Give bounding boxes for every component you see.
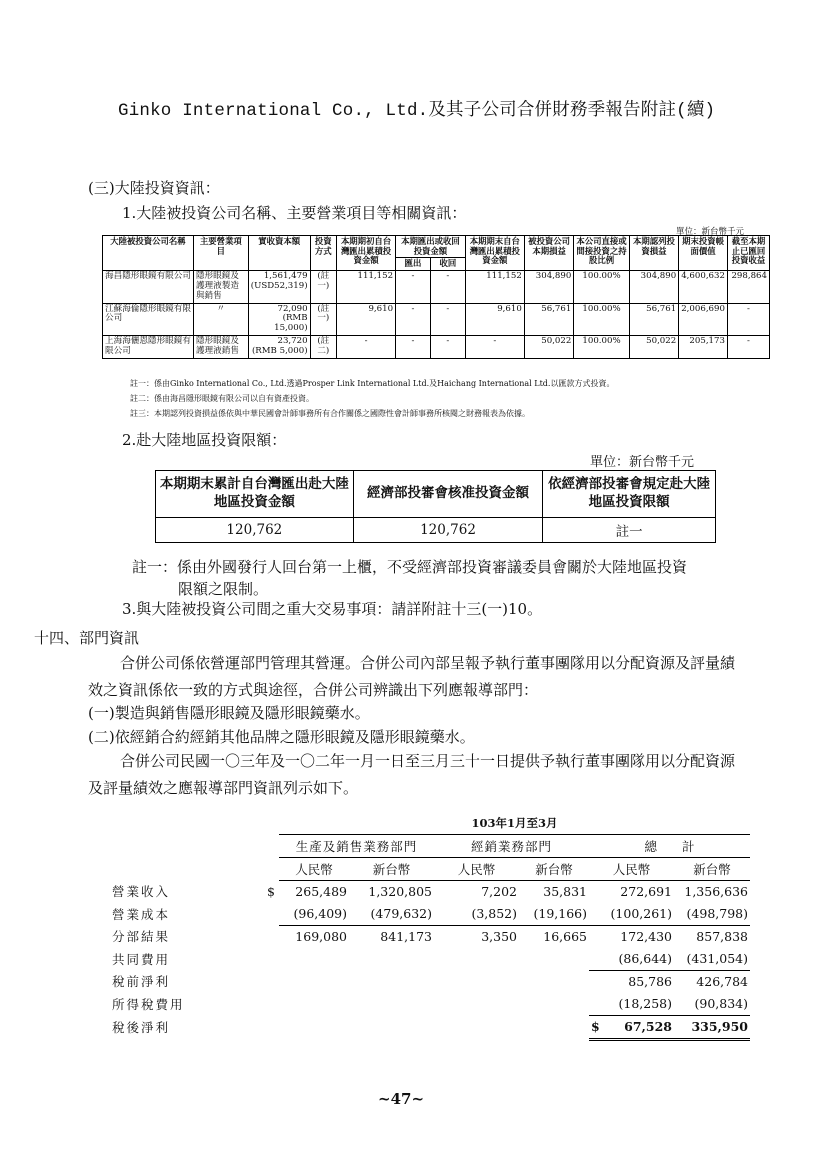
note-3: 註三：本期認列投資損益係依與中華民國會計師事務所有合作關係之國際性會計師事務所核閱之財務報表為依據。: [130, 409, 530, 418]
group-total: 總 計: [589, 834, 750, 857]
cell: 江蘇海倫隱形眼鏡有限公司: [103, 303, 194, 336]
page-header-title: Ginko International Co., Ltd.及其子公司合併財務季報告附註(續): [118, 101, 716, 121]
col-header-carrying-value: 期末投資帳面價值: [679, 236, 728, 271]
cell: 上海海儷恩隱形眼鏡有限公司: [103, 336, 194, 359]
section-heading-china-investment: (三)大陸投資資訊：: [88, 179, 220, 197]
cell: 隱形眼鏡及護理液製造與銷售: [193, 270, 248, 303]
cell: (19,166): [519, 903, 589, 926]
col-header-accumulated: 本期期末累計自台灣匯出赴大陸地區投資金額: [156, 471, 354, 518]
cell: 7,202: [481, 884, 517, 899]
segment-paragraph-2: 合併公司民國一〇三年及一〇二年一月一日至三月三十一日提供予執行董事團隊用以分配資源及評量績效之應報導部門資訊列示如下。: [88, 752, 736, 797]
col-header-ending-outflow: 本期期末自台灣匯出累積投資金額: [465, 236, 524, 271]
cell-value: 67,528: [624, 1019, 672, 1034]
cell: (431,054): [674, 948, 750, 971]
cell: 100.00%: [574, 270, 629, 303]
col-header-method: 投資方式: [310, 236, 336, 271]
cell: 1,356,636: [684, 884, 748, 899]
cell: (96,409): [279, 903, 349, 926]
cell: (498,798): [674, 903, 750, 926]
cell: 272,691: [620, 884, 672, 899]
cell: 100.00%: [574, 303, 629, 336]
currency-rmb: 人民幣: [279, 857, 349, 880]
table-row: [103, 303, 770, 336]
col-header-ownership: 本公司直接或間接投資之持股比例: [574, 236, 629, 271]
cell: 16,665: [543, 929, 587, 944]
cell: 3,350: [481, 929, 517, 944]
cell: -: [727, 303, 769, 336]
col-header-remit-return: 本期匯出或收回投資金額: [396, 236, 466, 258]
cell: -: [396, 336, 431, 359]
cell: (100,261): [589, 903, 674, 926]
cell: (註一): [310, 303, 336, 336]
cell: 426,784: [696, 974, 748, 989]
table-row: [110, 993, 750, 1016]
col-header-capital: 實收資本額: [248, 236, 310, 271]
cell: 205,173: [679, 336, 728, 359]
cell: 1,561,479 (USD52,319): [248, 270, 310, 303]
segment-table: [110, 812, 750, 1041]
subheading-investee-info: 1.大陸被投資公司名稱、主要營業項目等相關資訊：: [122, 204, 467, 222]
cell: -: [396, 270, 431, 303]
cell: 85,786: [628, 974, 672, 989]
cell: [589, 1015, 674, 1039]
cell: 304,890: [629, 270, 679, 303]
row-label: 營業成本: [112, 906, 171, 922]
cell: -: [430, 303, 465, 336]
group-distribution: 經銷業務部門: [434, 834, 589, 857]
cell: 169,080: [295, 929, 347, 944]
cell: 857,838: [696, 929, 748, 944]
section-heading-segment: 十四、部門資訊: [34, 629, 140, 647]
cell: 265,489: [295, 884, 347, 899]
cell: 1,320,805: [368, 884, 432, 899]
currency-twd: 新台幣: [519, 857, 589, 880]
cell: -: [337, 336, 396, 359]
cell: 50,022: [524, 336, 574, 359]
cell: 隱形眼鏡及護理液銷售: [193, 336, 248, 359]
cell: 35,831: [543, 884, 587, 899]
cell: (註一): [310, 270, 336, 303]
col-header-limit: 依經濟部投審會規定赴大陸地區投資限額: [543, 471, 716, 518]
cell: 〃: [193, 303, 248, 336]
col-header-approved: 經濟部投審會核准投資金額: [353, 471, 543, 518]
cell: -: [430, 336, 465, 359]
segment-item-1: (一)製造與銷售隱形眼鏡及隱形眼鏡藥水。: [88, 704, 370, 722]
table-row: [110, 925, 750, 948]
cell: (90,834): [674, 993, 750, 1016]
col-header-repatriated: 截至本期止已匯回投資收益: [727, 236, 769, 271]
cell: (18,258): [589, 993, 674, 1016]
currency-rmb: 人民幣: [434, 857, 519, 880]
cell: 9,610: [465, 303, 524, 336]
cell: 海昌隱形眼鏡有限公司: [103, 270, 194, 303]
cell: 111,152: [337, 270, 396, 303]
col-header-remit: 匯出: [396, 258, 431, 271]
row-label: 營業收入: [112, 884, 171, 900]
row-label: 分部結果: [112, 929, 171, 945]
cell: -: [396, 303, 431, 336]
col-header-return: 收回: [430, 258, 465, 271]
subheading-investment-limit: 2.赴大陸地區投資限額：: [122, 431, 287, 449]
table-row: [110, 880, 750, 903]
unit-label-2: 單位：新台幣千元: [590, 455, 695, 470]
cell: -: [465, 336, 524, 359]
segment-period: 103年1月至3月: [279, 812, 750, 834]
currency-twd: 新台幣: [674, 857, 750, 880]
col-header-company: 大陸被投資公司名稱: [103, 236, 194, 271]
cell: 50,022: [629, 336, 679, 359]
cell: 111,152: [465, 270, 524, 303]
table-row: [110, 948, 750, 971]
col-header-business: 主要營業項目: [193, 236, 248, 271]
table-row: [156, 518, 716, 543]
row-label: 稅後淨利: [112, 1020, 171, 1035]
limit-note-line2: 限額之限制。: [178, 580, 269, 598]
segment-item-2: (二)依經銷合約經銷其他品牌之隱形眼鏡及隱形眼鏡藥水。: [88, 728, 475, 746]
investment-limit-table: [155, 470, 716, 543]
table-row: [110, 970, 750, 993]
col-header-recognized-pl: 本期認列投資損益: [629, 236, 679, 271]
cell: 56,761: [629, 303, 679, 336]
group-manufacturing: 生產及銷售業務部門: [279, 834, 434, 857]
cell: 172,430: [620, 929, 672, 944]
cell: (3,852): [434, 903, 519, 926]
row-label: 所得稅費用: [112, 996, 185, 1012]
table-row: [103, 270, 770, 303]
subheading-major-transactions: 3.與大陸被投資公司間之重大交易事項：請詳附註十三(一)10。: [122, 600, 543, 618]
cell: 2,006,690: [679, 303, 728, 336]
cell: -: [430, 270, 465, 303]
cell: (479,632): [349, 903, 434, 926]
col-header-investee-pl: 被投資公司本期損益: [524, 236, 574, 271]
currency-rmb: 人民幣: [589, 857, 674, 880]
dollar-sign: $: [267, 883, 275, 899]
cell: 120,762: [156, 518, 354, 543]
investee-table: [102, 235, 770, 359]
note-1: 註一：係由Ginko International Co., Ltd.透過Prosper Link International Ltd.及Haichang International Ltd.以匯款方式投資。: [130, 379, 615, 388]
table-row: [103, 336, 770, 359]
cell: 100.00%: [574, 336, 629, 359]
cell: 9,610: [337, 303, 396, 336]
col-header-beginning-outflow: 本期期初自台灣匯出累積投資金額: [337, 236, 396, 271]
dollar-sign: $: [591, 1019, 600, 1034]
row-label: 共同費用: [112, 951, 171, 967]
unit-label-1: 單位：新台幣千元: [676, 227, 745, 237]
cell: 4,600,632: [679, 270, 728, 303]
table-row: [110, 903, 750, 926]
segment-paragraph-1: 合併公司係依營運部門管理其營運。合併公司內部呈報予執行董事團隊用以分配資源及評量績效之資訊係依一致的方式與途徑，合併公司辨識出下列應報導部門：: [88, 654, 736, 699]
cell: 298,864: [727, 270, 769, 303]
table-row: [110, 1015, 750, 1039]
note-2: 註二：係由海昌隱形眼鏡有限公司以自有資產投資。: [130, 394, 314, 403]
currency-twd: 新台幣: [349, 857, 434, 880]
cell: (86,644): [589, 948, 674, 971]
cell: 841,173: [380, 929, 432, 944]
cell: 56,761: [524, 303, 574, 336]
cell: 23,720 (RMB 5,000): [248, 336, 310, 359]
cell: 註一: [543, 518, 716, 543]
cell: 72,090 (RMB 15,000): [248, 303, 310, 336]
page-number: ~47~: [378, 1090, 425, 1108]
cell: 304,890: [524, 270, 574, 303]
cell: 120,762: [353, 518, 543, 543]
cell: -: [727, 336, 769, 359]
cell: (註二): [310, 336, 336, 359]
cell: 335,950: [674, 1015, 750, 1039]
limit-note-line1: 註一：係由外國發行人回台第一上櫃，不受經濟部投資審議委員會關於大陸地區投資: [132, 558, 688, 576]
row-label: 稅前淨利: [112, 974, 171, 990]
